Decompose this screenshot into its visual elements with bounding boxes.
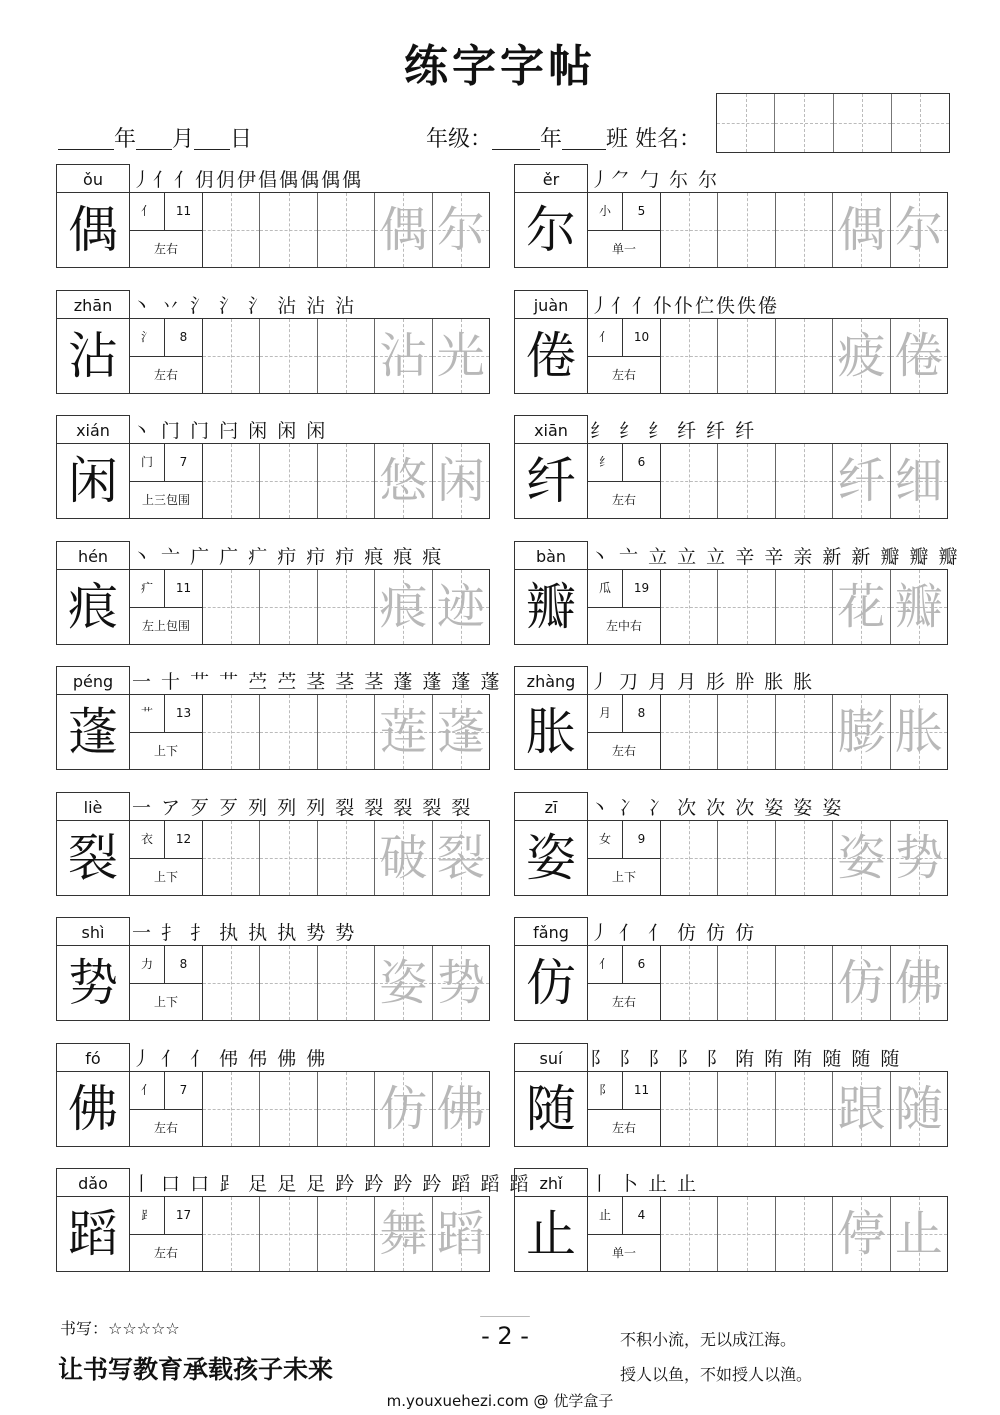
trace-character: 尔 [894,202,943,258]
stroke-count: 12 [165,821,202,859]
practice-grid [203,570,489,644]
char-card [514,1043,948,1149]
char-card [56,917,490,1023]
writing-rating: 书写：☆☆☆☆☆ [60,1319,180,1338]
char-info [130,570,203,644]
char-info [588,570,661,644]
trace-character: 纤 [837,453,886,509]
pinyin: hén [56,541,130,570]
char-info [588,193,661,267]
trace-character: 蹈 [436,1206,485,1262]
practice-cell[interactable] [260,1197,317,1271]
trace-cell[interactable] [433,1072,489,1146]
stroke-order: 丿亻亻仴仴伊倡偶偶偶偶 [132,169,364,191]
practice-grid [661,319,947,393]
practice-cell[interactable] [203,1072,260,1146]
trace-cell[interactable] [375,821,432,895]
pinyin: suí [514,1043,588,1072]
main-character: 蹈 [57,1197,130,1271]
radical: 氵 [130,319,165,357]
structure: 左右 [153,367,178,382]
stroke-count: 11 [165,570,202,608]
practice-cell[interactable] [776,946,833,1020]
stroke-order: 丶 亠 立 立 立 辛 辛 亲 新 新 瓣 瓣 瓣 [590,545,960,568]
char-card [514,164,948,270]
pinyin: xián [56,415,130,444]
trace-character: 沾 [379,327,428,384]
radical: 亻 [130,193,165,231]
quote-2: 授人以鱼，不如授人以渔。 [620,1365,813,1384]
trace-character: 势 [436,955,485,1011]
stroke-order: 丨 卜 止 止 [590,1173,699,1195]
trace-cell[interactable] [891,821,947,895]
stroke-order: 纟 纟 纟 纤 纤 纤 [590,420,757,442]
practice-grid [661,193,947,267]
trace-cell[interactable] [833,695,890,769]
stroke-count: 7 [165,1072,202,1110]
trace-cell[interactable] [833,946,890,1020]
trace-character: 倦 [894,327,943,384]
trace-character: 跟 [837,1080,886,1137]
stroke-order: 丶 冫 冫 次 次 次 姿 姿 姿 [590,796,844,819]
practice-grid [203,695,489,769]
practice-cell[interactable] [661,444,718,518]
radical: 月 [588,695,623,733]
pinyin: fǎng [514,917,588,946]
class-line: 年级： 年 班 姓名： [426,127,702,152]
practice-cell[interactable] [718,695,775,769]
pinyin: péng [56,666,130,695]
practice-grid [203,319,489,393]
radical: 力 [130,946,165,984]
practice-cell[interactable] [260,821,317,895]
trace-cell[interactable] [433,193,489,267]
radical: 亻 [588,946,623,984]
main-character: 裂 [57,821,130,895]
char-card [514,666,948,772]
trace-character: 仿 [379,1080,428,1137]
stroke-order: 丶 丷 氵 氵 氵 沾 沾 沾 [132,294,357,317]
trace-cell[interactable] [375,1072,432,1146]
practice-grid [661,444,947,518]
pinyin: dǎo [56,1168,130,1197]
trace-cell[interactable] [833,319,890,393]
trace-character: 偶 [379,202,428,258]
main-character: 闲 [57,444,130,518]
structure: 上三包围 [141,493,190,507]
stroke-count: 4 [623,1197,660,1235]
trace-cell[interactable] [891,1072,947,1146]
practice-cell[interactable] [661,319,718,393]
practice-cell[interactable] [203,695,260,769]
structure: 左右 [153,242,178,256]
practice-cell[interactable] [776,695,833,769]
trace-character: 止 [894,1206,943,1262]
trace-cell[interactable] [433,444,489,518]
trace-cell[interactable] [891,319,947,393]
practice-cell[interactable] [776,444,833,518]
trace-character: 势 [894,829,943,886]
practice-cell[interactable] [718,1197,775,1271]
char-card [514,1168,948,1274]
trace-cell[interactable] [375,570,432,644]
char-card [514,792,948,898]
practice-cell[interactable] [318,1072,375,1146]
practice-cell[interactable] [718,570,775,644]
main-character: 痕 [57,570,130,644]
trace-character: 瓣 [894,578,943,635]
structure: 左右 [611,1120,636,1135]
stroke-count: 13 [165,695,202,733]
practice-cell[interactable] [661,946,718,1020]
practice-cell[interactable] [318,193,375,267]
stroke-count: 10 [623,319,660,357]
main-character: 胀 [515,695,588,769]
practice-cell[interactable] [260,444,317,518]
practice-cell[interactable] [260,695,317,769]
name-writing-grid[interactable] [716,93,950,153]
trace-cell[interactable] [375,695,432,769]
practice-cell[interactable] [203,570,260,644]
stroke-count: 8 [165,946,202,984]
radical: 瓜 [588,570,623,608]
char-info [130,821,203,895]
stroke-count: 17 [165,1197,202,1235]
practice-cell[interactable] [776,1072,833,1146]
radical: 纟 [588,444,623,482]
char-info [130,1072,203,1146]
trace-character: 膨 [837,704,886,760]
char-card [56,164,490,270]
trace-character: 胀 [894,704,943,760]
main-character: 蓬 [57,695,130,769]
trace-cell[interactable] [891,570,947,644]
trace-cell[interactable] [433,570,489,644]
stroke-order: 丿亻亻仆仆伫佚佚倦 [590,294,780,317]
pinyin: fó [56,1043,130,1072]
practice-cell[interactable] [718,946,775,1020]
practice-cell[interactable] [318,946,375,1020]
main-character: 沾 [57,319,130,393]
radical: 女 [588,821,623,859]
char-card [514,290,948,396]
radical: 小 [588,193,623,231]
practice-cell[interactable] [318,319,375,393]
char-info [130,193,203,267]
trace-character: 尔 [436,202,485,258]
trace-character: 细 [894,453,943,509]
structure: 左右 [153,1246,178,1260]
practice-grid [661,821,947,895]
char-card [514,541,960,647]
practice-cell[interactable] [260,570,317,644]
structure: 左中右 [605,618,642,633]
char-card [56,541,490,647]
trace-character: 姿 [379,955,428,1011]
practice-grid [203,1197,489,1271]
trace-character: 裂 [436,829,485,886]
main-character: 瓣 [515,570,588,644]
trace-cell[interactable] [433,821,489,895]
practice-cell[interactable] [318,1197,375,1271]
structure: 上下 [153,869,178,884]
trace-character: 偶 [837,202,886,258]
practice-grid [203,193,489,267]
trace-character: 破 [379,829,428,886]
pinyin: xiān [514,415,588,444]
char-info [130,444,203,518]
char-card [56,666,502,772]
stroke-order: 丶 亠 广 广 疒 疖 疖 疖 痕 痕 痕 [132,545,444,568]
structure: 上下 [153,995,178,1009]
stroke-count: 6 [623,946,660,984]
trace-character: 悠 [379,453,428,509]
practice-cell[interactable] [776,193,833,267]
trace-character: 仿 [837,955,886,1011]
trace-cell[interactable] [375,319,432,393]
char-card [514,415,948,521]
slogan: 让书写教育承载孩子未来 [58,1355,334,1384]
practice-cell[interactable] [318,444,375,518]
practice-cell[interactable] [776,821,833,895]
practice-grid [661,1072,947,1146]
radical: 阝 [588,1072,623,1110]
stroke-order: 丿⺈ 勹 尓 尔 [590,169,720,191]
page-number: - 2 - [470,1322,540,1350]
pinyin: zī [514,792,588,821]
trace-cell[interactable] [891,1197,947,1271]
trace-character: 姿 [837,829,886,886]
stroke-count: 6 [623,444,660,482]
practice-cell[interactable] [661,1072,718,1146]
practice-grid [203,1072,489,1146]
practice-cell[interactable] [260,193,317,267]
char-card [514,917,948,1023]
radical: 疒 [130,570,165,608]
trace-cell[interactable] [891,946,947,1020]
pinyin: zhǐ [514,1168,588,1197]
date-line: 年 月 日 [58,122,252,153]
trace-cell[interactable] [833,1072,890,1146]
practice-cell[interactable] [203,821,260,895]
practice-cell[interactable] [260,946,317,1020]
main-character: 纤 [515,444,588,518]
stroke-order: 一 扌 扌 执 执 执 势 势 [132,922,357,944]
stroke-order: 丿 刀 月 月 肜 肸 胀 胀 [590,671,815,693]
char-info [130,319,203,393]
stroke-count: 5 [623,193,660,231]
trace-cell[interactable] [833,1197,890,1271]
main-character: 仿 [515,946,588,1020]
structure: 左右 [153,1120,178,1135]
structure: 左右 [611,493,636,507]
stroke-count: 9 [623,821,660,859]
practice-cell[interactable] [318,570,375,644]
practice-cell[interactable] [203,1197,260,1271]
pinyin: zhān [56,290,130,319]
trace-cell[interactable] [833,444,890,518]
char-info [588,1197,661,1271]
practice-cell[interactable] [718,821,775,895]
trace-character: 闲 [436,453,485,509]
practice-grid [661,1197,947,1271]
practice-cell[interactable] [718,319,775,393]
char-info [130,695,203,769]
radical: 门 [130,444,165,482]
char-card [56,792,490,898]
trace-character: 随 [894,1080,943,1137]
practice-cell[interactable] [661,1197,718,1271]
practice-cell[interactable] [718,444,775,518]
radical: 艹 [130,695,165,733]
trace-character: 停 [837,1206,886,1262]
stroke-count: 11 [165,193,202,231]
practice-cell[interactable] [776,1197,833,1271]
stroke-count: 8 [623,695,660,733]
practice-grid [203,946,489,1020]
char-info [130,946,203,1020]
char-info [588,319,661,393]
pinyin: bàn [514,541,588,570]
practice-cell[interactable] [776,570,833,644]
radical: ⻊ [130,1197,165,1235]
radical: 亻 [588,319,623,357]
trace-cell[interactable] [433,1197,489,1271]
stroke-order: 丿 亻 亻 仿 仿 仿 [590,922,757,944]
trace-character: 蓬 [436,704,485,760]
pinyin: liè [56,792,130,821]
practice-grid [661,695,947,769]
structure: 单一 [611,242,636,256]
stroke-order: 丨 口 口 ⻊ 足 足 足 趻 趻 趻 趻 蹈 蹈 蹈 [132,1173,531,1195]
radical: 亻 [130,1072,165,1110]
pinyin: shì [56,917,130,946]
practice-cell[interactable] [203,319,260,393]
trace-cell[interactable] [375,193,432,267]
practice-cell[interactable] [661,570,718,644]
stroke-count: 11 [623,1072,660,1110]
pinyin: ǒu [56,164,130,193]
stroke-count: 19 [623,570,660,608]
structure: 单一 [611,1246,636,1260]
trace-cell[interactable] [891,695,947,769]
stroke-order: 阝 阝 阝 阝 阝 陏 陏 陏 随 随 随 [590,1047,902,1070]
main-character: 尔 [515,193,588,267]
structure: 上下 [153,744,178,758]
char-info [588,695,661,769]
practice-grid [661,570,947,644]
trace-character: 光 [436,327,485,384]
practice-cell[interactable] [260,319,317,393]
site-credit: m.youxuehezi.com @ 优学盒子 [386,1392,614,1410]
practice-cell[interactable] [718,1072,775,1146]
trace-character: 莲 [379,704,428,760]
main-character: 势 [57,946,130,1020]
char-card [56,415,490,521]
trace-character: 佛 [894,955,943,1011]
stroke-order: 丶 门 门 闩 闲 闲 闲 [132,420,328,442]
practice-cell[interactable] [318,695,375,769]
practice-cell[interactable] [203,193,260,267]
stroke-count: 7 [165,444,202,482]
char-info [588,1072,661,1146]
stroke-order: 一 十 艹 艹 苎 苎 茎 茎 茎 蓬 蓬 蓬 蓬 [132,671,502,693]
practice-cell[interactable] [260,1072,317,1146]
practice-cell[interactable] [203,444,260,518]
main-character: 止 [515,1197,588,1271]
practice-grid [203,444,489,518]
trace-cell[interactable] [433,319,489,393]
practice-cell[interactable] [203,946,260,1020]
trace-cell[interactable] [375,444,432,518]
trace-cell[interactable] [833,193,890,267]
trace-cell[interactable] [891,444,947,518]
char-card [56,1043,490,1149]
trace-cell[interactable] [833,821,890,895]
main-character: 佛 [57,1072,130,1146]
radical: 衣 [130,821,165,859]
char-info [588,444,661,518]
trace-character: 痕 [379,578,428,635]
practice-cell[interactable] [661,695,718,769]
quote-1: 不积小流，无以成江海。 [620,1330,797,1349]
char-info [130,1197,203,1271]
trace-character: 疲 [837,327,886,384]
trace-cell[interactable] [433,695,489,769]
structure: 左右 [611,995,636,1009]
practice-cell[interactable] [318,821,375,895]
trace-cell[interactable] [433,946,489,1020]
trace-cell[interactable] [375,1197,432,1271]
stroke-order: 丿 亻 亻 伄 伄 佛 佛 [132,1047,328,1070]
practice-cell[interactable] [661,193,718,267]
char-card [56,1168,531,1274]
practice-cell[interactable] [718,193,775,267]
pinyin: juàn [514,290,588,319]
char-card [56,290,490,396]
practice-cell[interactable] [661,821,718,895]
radical: 止 [588,1197,623,1235]
practice-grid [203,821,489,895]
stroke-order: 一 ア 歹 歹 列 列 列 裂 裂 裂 裂 裂 [132,796,473,819]
trace-cell[interactable] [833,570,890,644]
main-character: 姿 [515,821,588,895]
main-character: 偶 [57,193,130,267]
main-character: 倦 [515,319,588,393]
trace-character: 花 [837,578,886,635]
main-character: 随 [515,1072,588,1146]
trace-character: 舞 [379,1206,428,1262]
page-title: 练字字帖 [404,41,596,92]
practice-cell[interactable] [776,319,833,393]
structure: 左上包围 [141,618,190,633]
char-info [588,946,661,1020]
char-info [588,821,661,895]
trace-character: 迹 [436,578,485,635]
pinyin: zhàng [514,666,588,695]
practice-grid [661,946,947,1020]
trace-character: 佛 [436,1080,485,1137]
trace-cell[interactable] [375,946,432,1020]
structure: 左右 [611,367,636,382]
stroke-count: 8 [165,319,202,357]
structure: 左右 [611,744,636,758]
pinyin: ěr [514,164,588,193]
trace-cell[interactable] [891,193,947,267]
structure: 上下 [611,869,636,884]
